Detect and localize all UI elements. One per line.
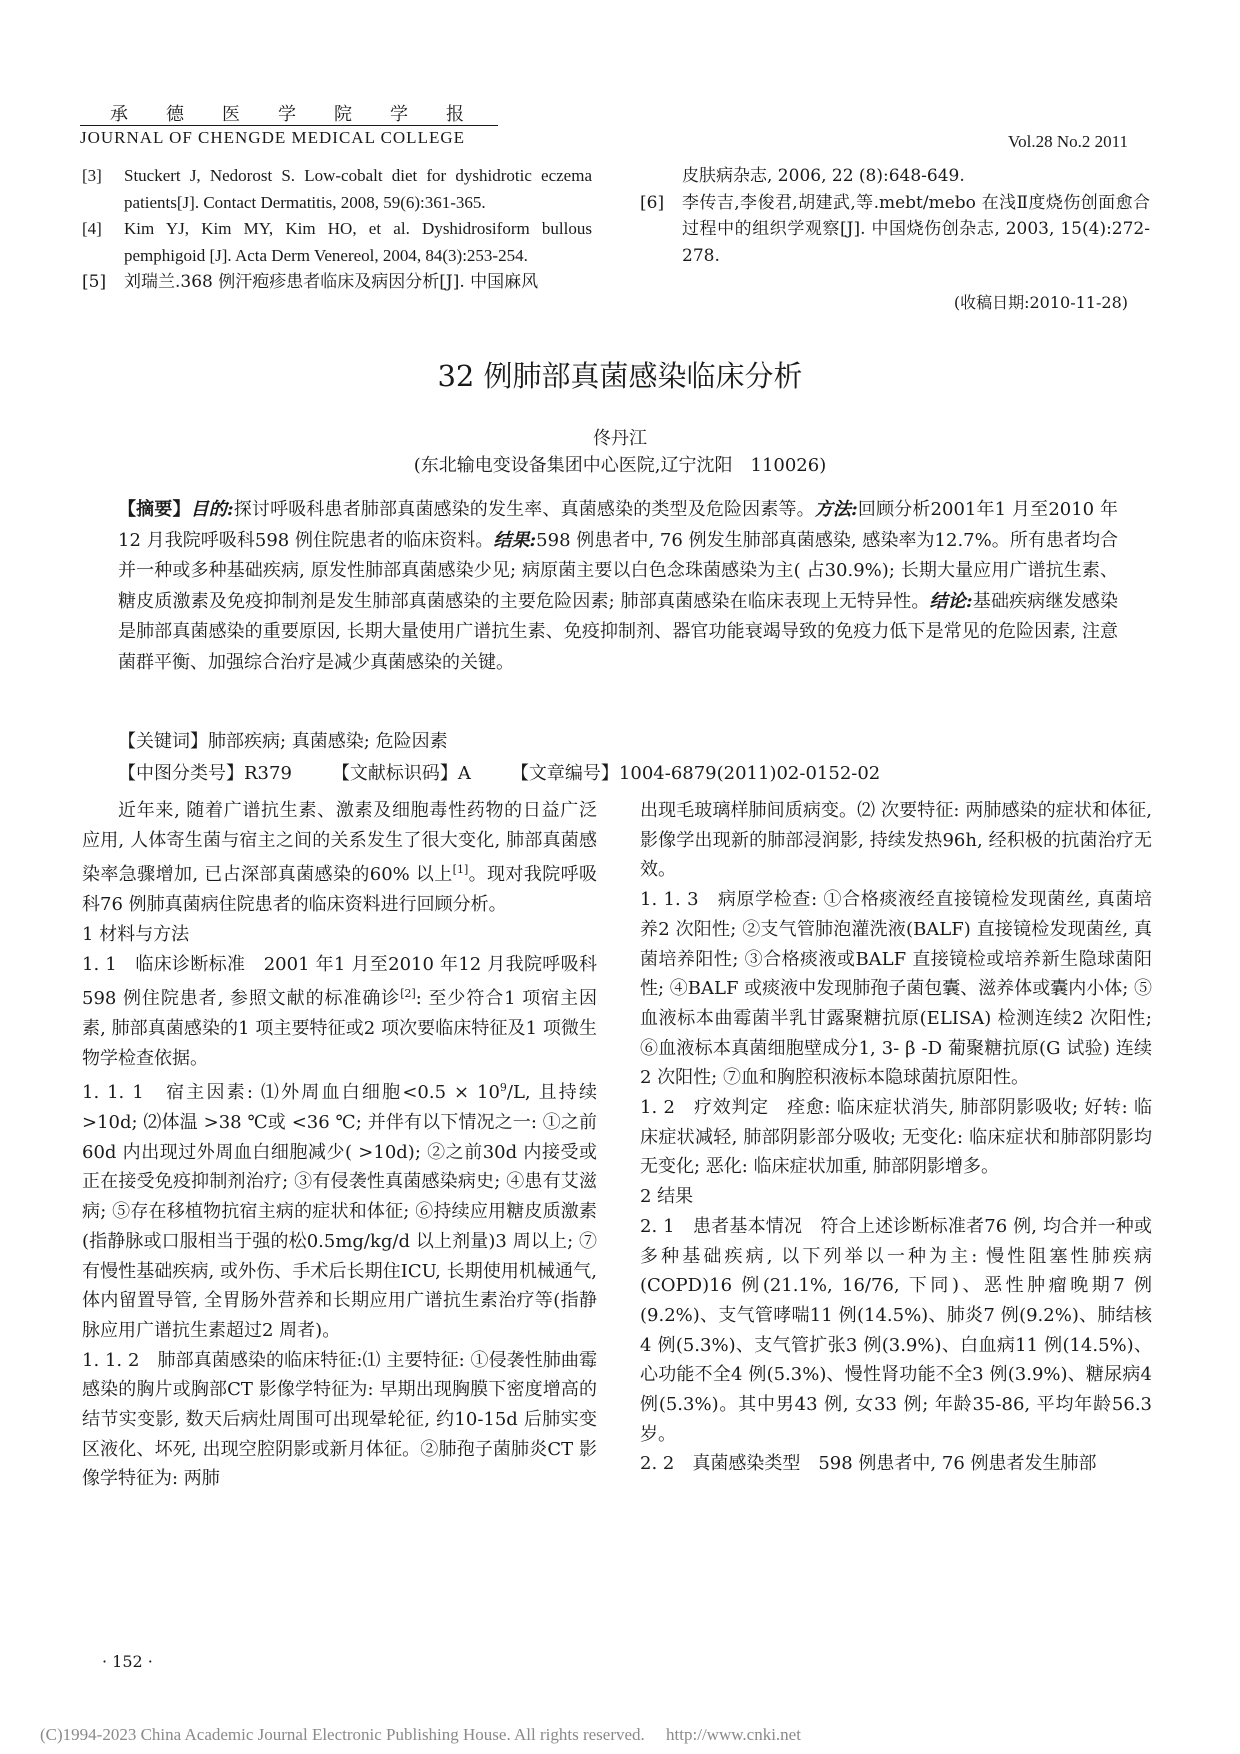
- section-heading: 2 结果: [640, 1186, 694, 1208]
- doc-code-value: A: [457, 763, 471, 784]
- results-text: 598 例患者中, 76 例发生肺部真菌感染, 感染率为12.7%。所有患者均合并一种或多种基础疾病, 原发性肺部真菌感染少见; 病原菌主要以白色念珠菌感染为主( 占30.9%); 长期大量应用广谱抗生素、糖皮质激素及免疫抑制剂是发生肺部真菌感染的主要危险因素; 肺部真菌感染在临床表现上无特异性。: [118, 529, 1119, 612]
- reference-text: 皮肤病杂志, 2006, 22 (8):648-649.: [682, 166, 965, 186]
- paragraph-1-1-2: 1. 1. 2 肺部真菌感染的临床特征:⑴ 主要特征: ①侵袭性肺曲霉感染的胸片或胸部CT 影像学特征为: 早期出现胸膜下密度增高的结节实变影, 数天后病灶周围可出现晕轮征, 约10-15d 后肺实变区液化、坏死, 出现空腔阴影或新月体征。②肺孢子菌肺炎CT 影像学特征为: 两肺: [82, 1349, 597, 1490]
- reference-text: 刘瑞兰.368 例汗疱疹患者临床及病因分析[J]. 中国麻风: [124, 272, 539, 292]
- reference-number: [5]: [82, 272, 107, 292]
- clc-value: R379: [244, 763, 292, 784]
- reference-text: Stuckert J, Nedorost S. Low-cobalt diet for dyshidrotic eczema patients[J]. Contact Dermatitis, 2008, 59(6):361-365.: [124, 166, 592, 212]
- section-heading: 1 材料与方法: [82, 923, 190, 945]
- doc-code-label: 【文献标识码】: [331, 763, 458, 784]
- superscript: 9: [499, 1081, 507, 1095]
- journal-title-en: JOURNAL OF CHENGDE MEDICAL COLLEGE: [80, 128, 465, 147]
- author-name: 佟丹江: [593, 428, 647, 449]
- citation: [1]: [452, 863, 469, 877]
- volume-issue: Vol.28 No.2 2011: [1008, 132, 1128, 151]
- journal-title-cn: 承德医学院学报: [110, 104, 502, 125]
- paragraph-1-1: 1. 1 临床诊断标准 2001 年1 月至2010 年12 月我院呼吸科598 例住院患者, 参照文献的标准确诊[2]: 至少符合1 项宿主因素, 肺部真菌感染的1 项主要特征或2 项次要临床特征及1 项微生物学检查依据。: [82, 953, 597, 1069]
- abstract-label: 【摘要】: [118, 499, 191, 520]
- keywords-line: [118, 727, 1118, 753]
- conclusion-label: 结论:: [929, 590, 973, 612]
- copyright-footer: (C)1994-2023 China Academic Journal Electronic Publishing House. All rights reserved. http://www.cnki.net: [40, 1725, 801, 1744]
- paragraph-1-1-3: 1. 1. 3 病原学检查: ①合格痰液经直接镜检发现菌丝, 真菌培养2 次阳性; ②支气管肺泡灌洗液(BALF) 直接镜检发现菌丝, 真菌培养阳性; ③合格痰液或BALF 直接镜检或培养新生隐球菌阳性; ④BALF 或痰液中发现肺孢子菌包囊、滋养体或囊内小体; ⑤血液标本曲霉菌半乳甘露聚糖抗原(ELISA) 检测连续2 次阳性; ⑥血液标本真菌细胞壁成分1, 3- β -D 葡聚糖抗原(G 试验) 连续2 次阳性; ⑦血和胸腔积液标本隐球菌抗原阳性。: [640, 889, 1152, 1089]
- reference-item: [82, 269, 592, 296]
- continuation-paragraph: 出现毛玻璃样肺间质病变。⑵ 次要特征: 两肺感染的症状和体征, 影像学出现新的肺部浸润影, 持续发热96h, 经积极的抗菌治疗无效。: [640, 800, 1152, 881]
- reference-text: 李传吉,李俊君,胡建武,等.mebt/mebo 在浅Ⅱ度烧伤创面愈合过程中的组织学观察[J]. 中国烧伤创杂志, 2003, 15(4):272-278.: [682, 192, 1150, 266]
- reference-number: [3]: [82, 166, 102, 185]
- author-affiliation: (东北输电变设备集团中心医院,辽宁沈阳 110026): [413, 455, 827, 476]
- reference-text: Kim YJ, Kim MY, Kim HO, et al. Dyshidrosiform bullous pemphigoid [J]. Acta Derm Venereol, 2004, 84(3):253-254.: [124, 219, 592, 265]
- citation: [2]: [400, 987, 416, 1001]
- article-no-value: 1004-6879(2011)02-0152-02: [618, 763, 881, 784]
- prev-references-right: [640, 163, 1150, 269]
- abstract: [118, 495, 1118, 678]
- paragraph-2-1: 2. 1 患者基本情况 符合上述诊断标准者76 例, 均合并一种或多种基础疾病, 以下列举以一种为主: 慢性阻塞性肺疾病(COPD)16 例(21.1%, 16/76, 下同)、恶性肿瘤晚期7 例(9.2%)、支气管哮喘11 例(14.5%)、肺炎7 例(9.2%)、肺结核4 例(5.3%)、支气管扩张3 例(3.9%)、白血病11 例(14.5%)、心功能不全4 例(5.3%)、慢性肾功能不全3 例(3.9%)、糖尿病4 例(5.3%)。其中男43 例, 女33 例; 年龄35-86, 平均年龄56.3 岁。: [640, 1215, 1152, 1445]
- article-no-label: 【文章编号】: [510, 763, 619, 784]
- body-column-right: [640, 796, 1152, 1479]
- article-title: 32 例肺部真菌感染临床分析: [437, 359, 803, 393]
- classification-line: [118, 759, 1118, 785]
- paragraph-1-2: 1. 2 疗效判定 痊愈: 临床症状消失, 肺部阴影吸收; 好转: 临床症状减轻, 肺部阴影部分吸收; 无变化: 临床症状和肺部阴影均无变化; 恶化: 临床症状加重, 肺部阴影增多。: [640, 1097, 1152, 1178]
- reference-number: [4]: [82, 219, 102, 238]
- paragraph-1-1-1: 1. 1. 1 宿主因素: ⑴外周血白细胞$<0.5 \times 10^9/L$, 且持续 >10d; ⑵体温 >38 ℃或 <36 ℃; 并伴有以下情况之一: ①之前60d 内出现过外周血白细胞减少( >10d); ②之前30d 内接受或正在接受免疫抑制剂治疗; ③有侵袭性真菌感染病史; ④患有艾滋病; ⑤存在移植物抗宿主病的症状和体征; ⑥持续应用糖皮质激素(指静脉或口服相当于强的松0.5mg/kg/d 以上剂量)3 周以上; ⑦有慢性基础疾病, 或外伤、手术后长期住ICU, 长期使用机械通气, 体内留置导管, 全胃肠外营养和长期应用广谱抗生素治疗等(指静脉应用广谱抗生素超过2 周者)。: [82, 1081, 597, 1341]
- keywords-text: 肺部疾病; 真菌感染; 危险因素: [208, 731, 448, 752]
- prev-references-left: [82, 163, 592, 296]
- reference-number: [6]: [640, 192, 665, 213]
- page-number: · 152 ·: [102, 1652, 153, 1671]
- results-label: 结果:: [493, 529, 537, 551]
- paragraph-2-2: 2. 2 真菌感染类型 598 例患者中, 76 例患者发生肺部: [640, 1453, 1097, 1475]
- intro-paragraph: 近年来, 随着广谱抗生素、激素及细胞毒性药物的日益广泛应用, 人体寄生菌与宿主之间的关系发生了很大变化, 肺部真菌感染率急骤增加, 已占深部真菌感染的60% 以上[1]。现对我院呼吸科76 例肺真菌病住院患者的临床资料进行回顾分析。: [82, 800, 598, 916]
- header-rule: [80, 125, 498, 126]
- methods-label: 方法:: [814, 499, 858, 520]
- keywords-label: 【关键词】: [118, 731, 208, 752]
- methods-text: 回顾分析2001年1 月至2010 年12 月我院呼吸科598 例住院患者的临床资料。: [118, 499, 1119, 551]
- body-column-left: [82, 796, 597, 1494]
- reference-item: [640, 190, 1150, 270]
- objective-label: 目的:: [190, 499, 234, 520]
- objective-text: 探讨呼吸科患者肺部真菌感染的发生率、真菌感染的类型及危险因素等。: [233, 499, 815, 520]
- reference-continuation: [640, 163, 1150, 190]
- clc-label: 【中图分类号】: [118, 763, 244, 784]
- reference-item: [82, 216, 592, 269]
- received-date: (收稿日期:2010-11-28): [953, 293, 1128, 312]
- conclusion-text: 基础疾病继发感染是肺部真菌感染的重要原因, 长期大量使用广谱抗生素、免疫抑制剂、器官功能衰竭导致的免疫力低下是常见的危险因素, 注意菌群平衡、加强综合治疗是减少真菌感染的关键。: [118, 590, 1118, 673]
- reference-item: [82, 163, 592, 216]
